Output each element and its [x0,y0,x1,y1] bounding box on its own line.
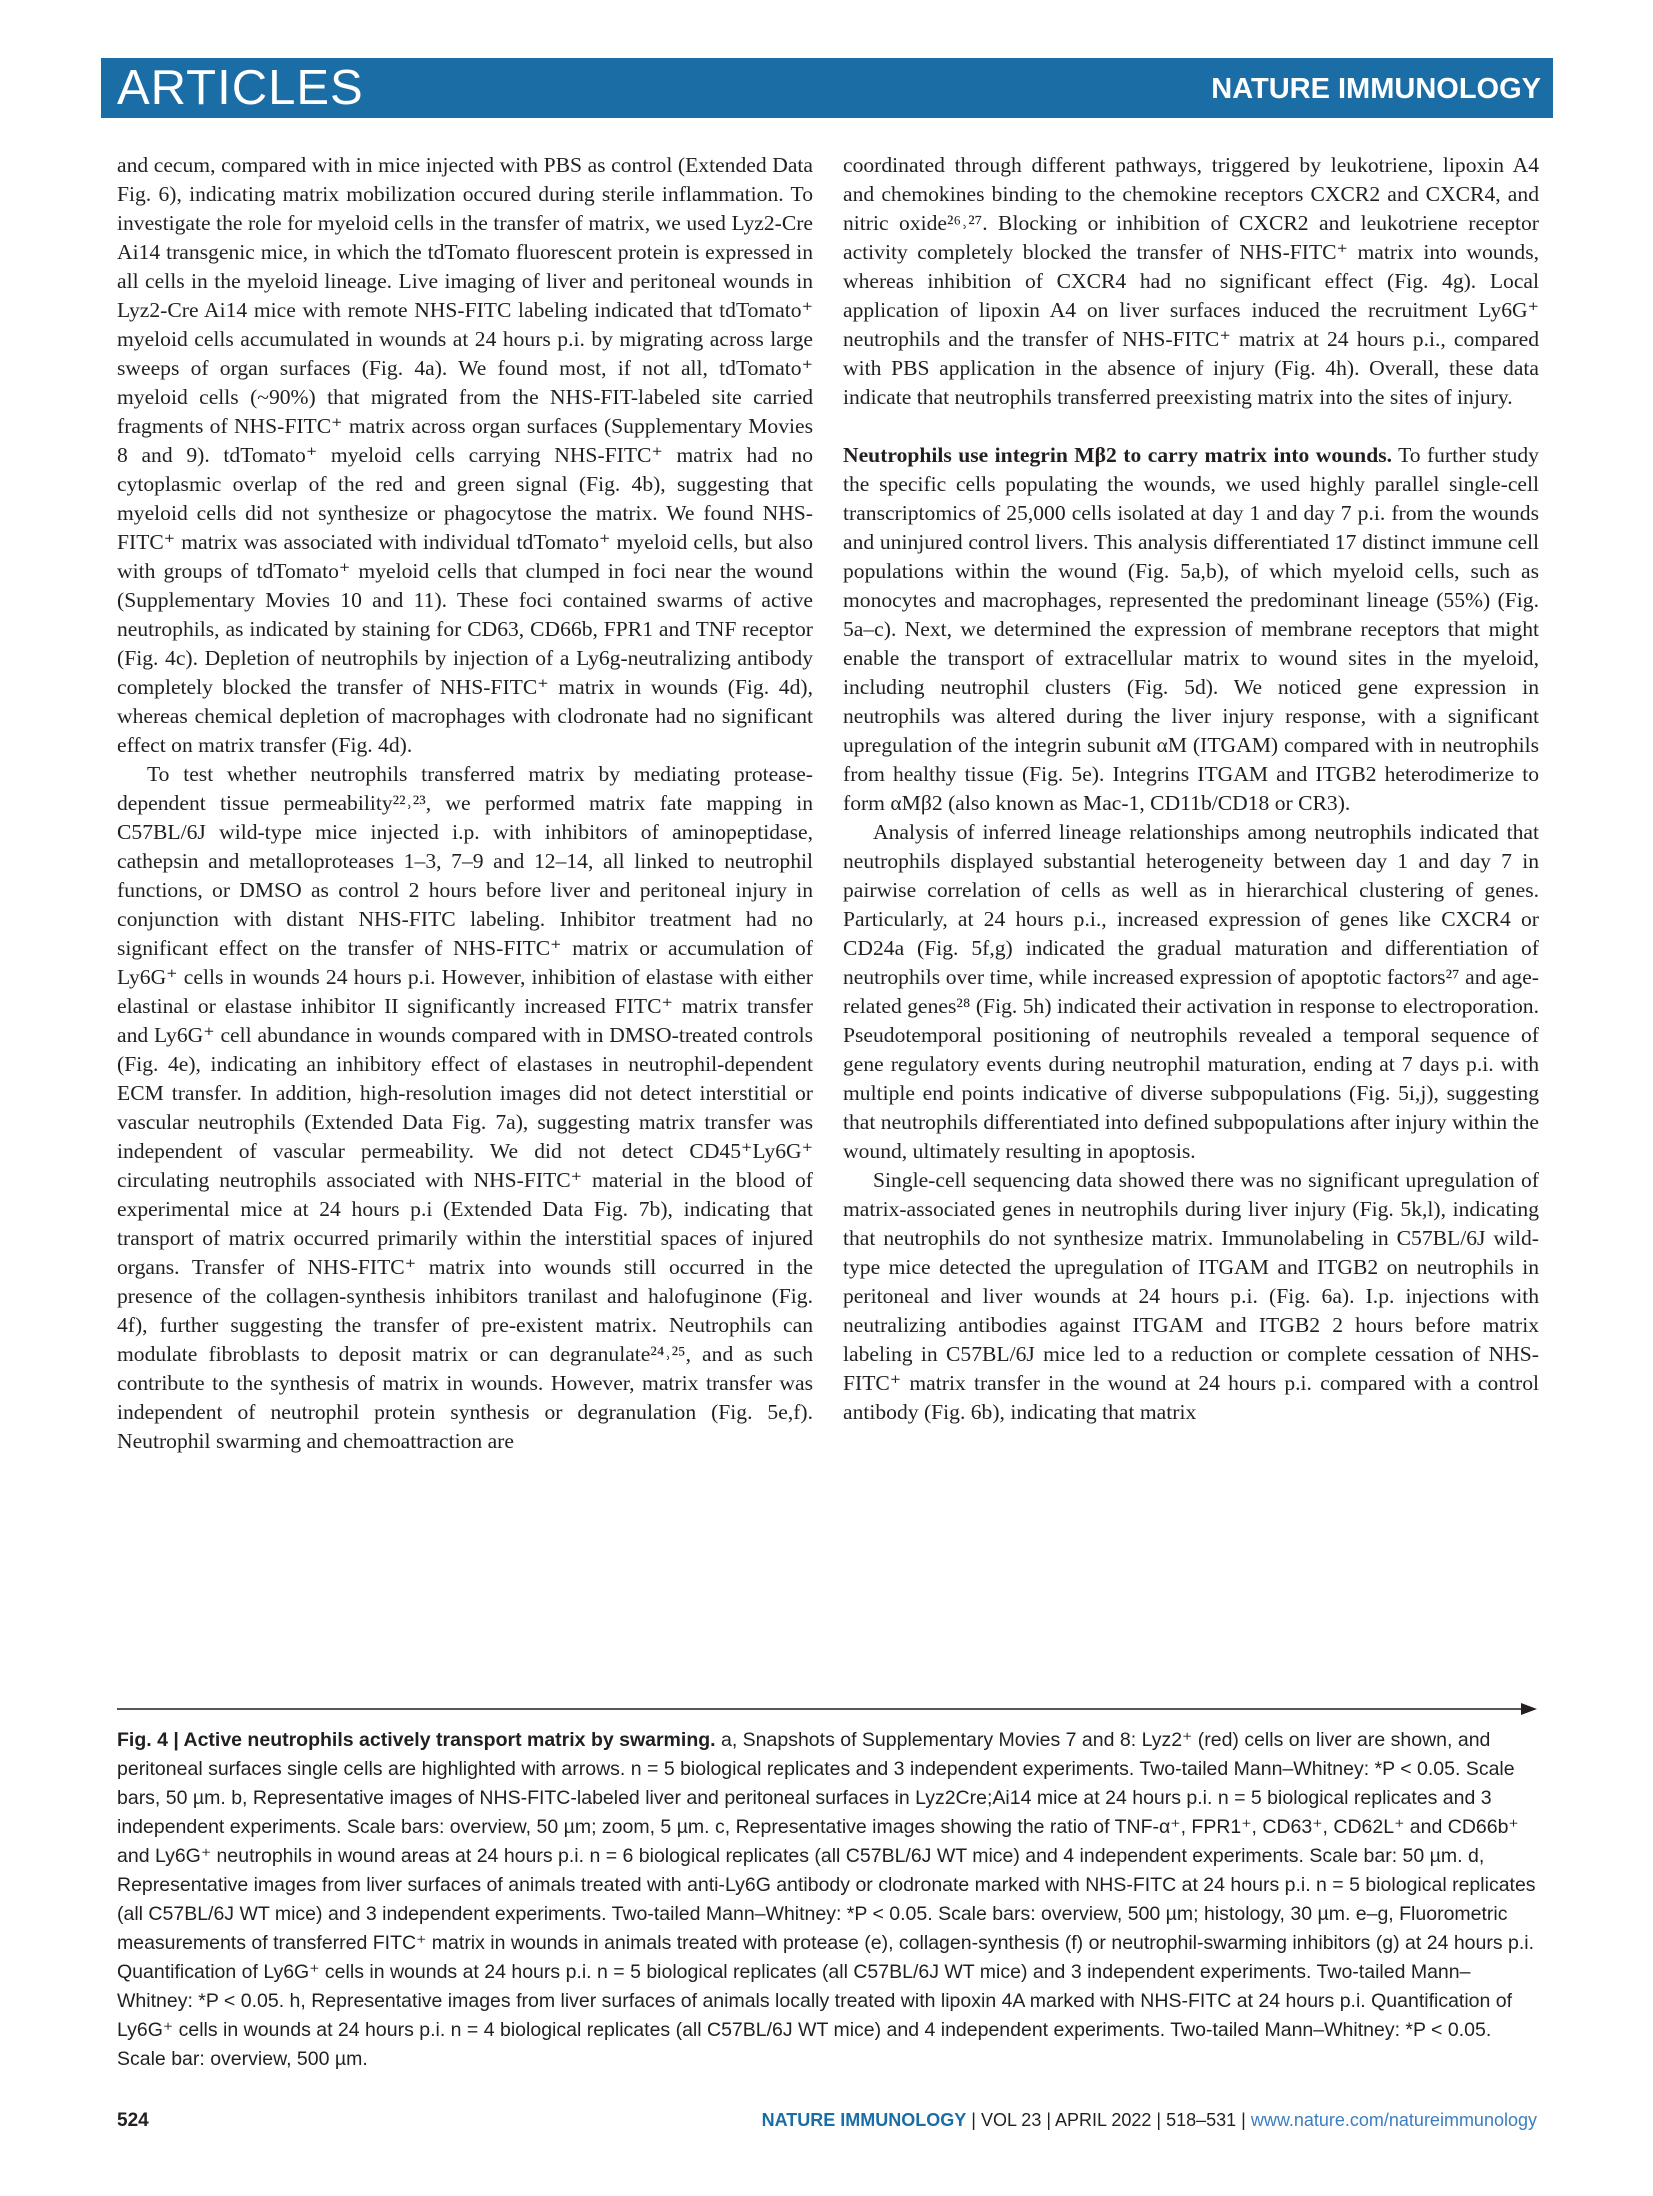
right-paragraph-1: coordinated through different pathways, triggered by leukotriene, lipoxin A4 and chemokines binding to the chemokine receptors CXCR2 and CXCR4, and nitric oxide²⁶˒²⁷. Blocking or inhibition of CXCR2 and leukotriene receptor activity completely blocked the transfer of NHS-FITC⁺ matrix into wounds, whereas inhibition of CXCR4 had no significant effect (Fig. 4g). Local application of lipoxin A4 on liver surfaces induced the recruitment Ly6G⁺ neutrophils and the transfer of NHS-FITC⁺ matrix at 24 hours p.i., compared with PBS application in the absence of injury (Fig. 4h). Overall, these data indicate that neutrophils transferred preexisting matrix into the sites of injury. [843,153,1539,409]
left-paragraph-2: To test whether neutrophils transferred matrix by mediating protease-dependent tissue permeability²²˒²³, we performed matrix fate mapping in C57BL/6J wild-type mice injected i.p. with inhibitors of aminopeptidase, cathepsin and metalloproteases 1–3, 7–9 and 12–14, all linked to neutrophil functions, or DMSO as control 2 hours before liver and peritoneal injury in conjunction with distant NHS-FITC labeling. Inhibitor treatment had no significant effect on the transfer of NHS-FITC⁺ matrix or accumulation of Ly6G⁺ cells in wounds 24 hours p.i. However, inhibition of elastase with either elastinal or elastase inhibitor II significantly increased FITC⁺ matrix transfer and Ly6G⁺ cell abundance in wounds compared with in DMSO-treated controls (Fig. 4e), indicating an inhibitory effect of elastases in neutrophil-dependent ECM transfer. In addition, high-resolution images did not detect interstitial or vascular neutrophils (Extended Data Fig. 7a), suggesting matrix transfer was independent of vascular permeability. We did not detect CD45⁺Ly6G⁺ circulating neutrophils associated with NHS-FITC⁺ material in the blood of experimental mice at 24 hours p.i (Extended Data Fig. 7b), indicating that transport of matrix occurred primarily within the interstitial spaces of injured organs. Transfer of NHS-FITC⁺ matrix into wounds still occurred in the presence of the collagen-synthesis inhibitors tranilast and halofuginone (Fig. 4f), further suggesting the transfer of pre-existent matrix. Neutrophils can modulate fibroblasts to deposit matrix or can degranulate²⁴˒²⁵, and as such contribute to the synthesis of matrix in wounds. However, matrix transfer was independent of neutrophil protein synthesis or degranulation (Fig. 5e,f). Neutrophil swarming and chemoattraction are [117,762,813,1453]
right-paragraph-3: Analysis of inferred lineage relationships among neutrophils indicated that neutrophils displayed substantial heterogeneity between day 1 and day 7 in pairwise correlation of cells as well as in hierarchical clustering of genes. Particularly, at 24 hours p.i., increased expression of genes like CXCR4 or CD24a (Fig. 5f,g) indicated the gradual maturation and differentiation of neutrophils over time, while increased expression of apoptotic factors²⁷ and age-related genes²⁸ (Fig. 5h) indicated their activation in response to electroporation. Pseudotemporal positioning of neutrophils revealed a temporal sequence of gene regulatory events during neutrophil maturation, ending at 7 days p.i. with multiple end points indicative of diverse subpopulations (Fig. 5i,j), suggesting that neutrophils differentiated into defined subpopulations after injury within the wound, ultimately resulting in apoptosis. [843,820,1539,1163]
figure-caption [117,1726,1537,2074]
figure-caption-text: a, Snapshots of Supplementary Movies 7 and 8: Lyz2⁺ (red) cells on liver are shown, and peritoneal surfaces single cells are highlighted with arrows. n = 5 biological replicates and 3 independent experiments. Two-tailed Mann–Whitney: *P < 0.05. Scale bars, 50 µm. b, Representative images of NHS-FITC-labeled liver and peritoneal surfaces in Lyz2Cre;Ai14 mice at 24 hours p.i. n = 5 biological replicates and 3 independent experiments. Scale bars: overview, 50 µm; zoom, 5 µm. c, Representative images showing the ratio of TNF-α⁺, FPR1⁺, CD63⁺, CD62L⁺ and CD66b⁺ and Ly6G⁺ neutrophils in wound areas at 24 hours p.i. n = 6 biological replicates (all C57BL/6J WT mice) and 4 independent experiments. Scale bar: 50 µm. d, Representative images from liver surfaces of animals treated with anti-Ly6G antibody or clodronate marked with NHS-FITC at 24 hours p.i. n = 5 biological replicates (all C57BL/6J WT mice) and 3 independent experiments. Two-tailed Mann–Whitney: *P < 0.05. Scale bars: overview, 500 µm; histology, 30 µm. e–g, Fluorometric measurements of transferred FITC⁺ matrix in wounds in animals treated with protease (e), collagen-synthesis (f) or neutrophil-swarming inhibitors (g) at 24 hours p.i. Quantification of Ly6G⁺ cells in wounds at 24 hours p.i. n = 5 biological replicates (all C57BL/6J WT mice) and 3 independent experiments. Two-tailed Mann–Whitney: *P < 0.05. h, Representative images from liver surfaces of animals locally treated with lipoxin 4A marked with NHS-FITC at 24 hours p.i. Quantification of Ly6G⁺ cells in wounds at 24 hours p.i. n = 4 biological replicates (all C57BL/6J WT mice) and 4 independent experiments. Two-tailed Mann–Whitney: *P < 0.05. Scale bar: overview, 500 µm. [117,1729,1536,2070]
left-paragraph-1: and cecum, compared with in mice injected with PBS as control (Extended Data Fig. 6), indicating matrix mobilization occured during sterile inflammation. To investigate the role for myeloid cells in the transfer of matrix, we used Lyz2-Cre Ai14 transgenic mice, in which the tdTomato fluorescent protein is expressed in all cells in the myeloid lineage. Live imaging of liver and peritoneal wounds in Lyz2-Cre Ai14 mice with remote NHS-FITC labeling indicated that tdTomato⁺ myeloid cells accumulated in wounds at 24 hours p.i. by migrating across large sweeps of organ surfaces (Fig. 4a). We found most, if not all, tdTomato⁺ myeloid cells (~90%) that migrated from the NHS-FIT-labeled site carried fragments of NHS-FITC⁺ matrix across organ surfaces (Supplementary Movies 8 and 9). tdTomato⁺ myeloid cells carrying NHS-FITC⁺ matrix had no cytoplasmic overlap of the red and green signal (Fig. 4b), suggesting that myeloid cells did not synthesize or phagocytose the matrix. We found NHS-FITC⁺ matrix was associated with individual tdTomato⁺ myeloid cells, but also with groups of tdTomato⁺ myeloid cells that clumped in foci near the wound (Supplementary Movies 10 and 11). These foci contained swarms of active neutrophils, as indicated by staining for CD63, CD66b, FPR1 and TNF receptor (Fig. 4c). Depletion of neutrophils by injection of a Ly6g-neutralizing antibody completely blocked the transfer of NHS-FITC⁺ matrix in wounds (Fig. 4d), whereas chemical depletion of macrophages with clodronate had no significant effect on matrix transfer (Fig. 4d). [117,153,813,757]
figure-caption-label: Fig. 4 | Active neutrophils actively transport matrix by swarming. [117,1729,716,1751]
footer-citation [762,2110,1537,2131]
journal-name: NATURE IMMUNOLOGY [1211,73,1541,105]
paragraph-gap [843,412,1539,441]
right-column [843,151,1539,1427]
footer-journal: NATURE IMMUNOLOGY [761,2110,967,2130]
footer-url-link[interactable]: www.nature.com/natureimmunology [1250,2110,1537,2130]
page-number: 524 [117,2110,149,2131]
right-paragraph-2 [843,441,1539,818]
caption-divider-arrow [117,1702,1537,1716]
left-column [117,151,813,1456]
right-paragraph-2-text: To further study the specific cells populating the wounds, we used highly parallel single-cell transcriptomics of 25,000 cells isolated at day 1 and day 7 p.i. from the wounds and uninjured control livers. This analysis differentiated 17 distinct immune cell populations within the wound (Fig. 5a,b), of which myeloid cells, such as monocytes and macrophages, represented the predominant lineage (55%) (Fig. 5a–c). Next, we determined the expression of membrane receptors that might enable the transport of extracellular matrix to wound sites in the myeloid, including neutrophil clusters (Fig. 5d). We noticed gene expression in neutrophils was altered during the liver injury response, with a significant upregulation of the integrin subunit αM (ITGAM) compared with in neutrophils from healthy tissue (Fig. 5e). Integrins ITGAM and ITGB2 heterodimerize to form αMβ2 (also known as Mac-1, CD11b/CD18 or CR3). [843,443,1539,815]
section-heading: Neutrophils use integrin Mβ2 to carry matrix into wounds. [843,443,1392,467]
section-title: ARTICLES [117,61,364,115]
footer-issue: | VOL 23 | APRIL 2022 | 518–531 | [966,2110,1251,2130]
header-banner [101,58,1553,118]
right-paragraph-4: Single-cell sequencing data showed there was no significant upregulation of matrix-associated genes in neutrophils during liver injury (Fig. 5k,l), indicating that neutrophils do not synthesize matrix. Immunolabeling in C57BL/6J wild-type mice detected the upregulation of ITGAM and ITGB2 on neutrophils in peritoneal and liver wounds at 24 hours p.i. (Fig. 6a). I.p. injections with neutralizing antibodies against ITGAM and ITGB2 2 hours before matrix labeling in C57BL/6J mice led to a reduction or complete cessation of NHS-FITC⁺ matrix transfer in the wound at 24 hours p.i. compared with a control antibody (Fig. 6b), indicating that matrix [843,1168,1539,1424]
